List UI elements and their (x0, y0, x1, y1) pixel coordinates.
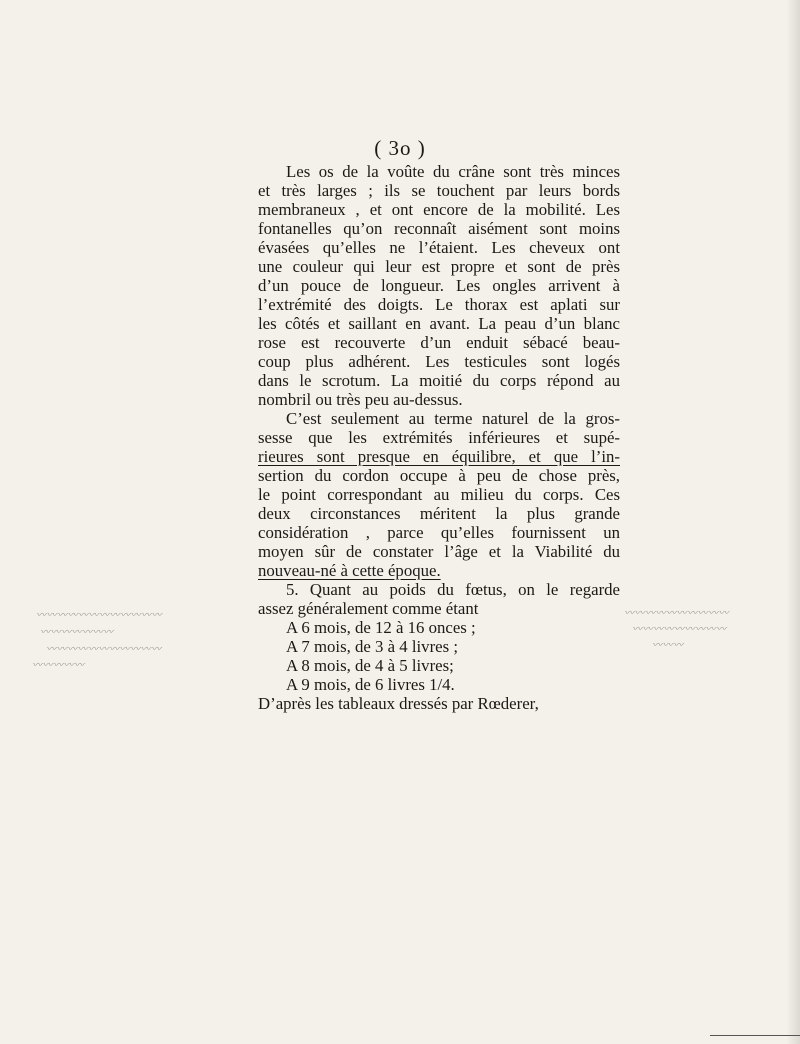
text-line: sesse que les extrémités inférieures et supé- (258, 428, 620, 447)
text-line: coup plus adhérent. Les testicules sont logés (258, 352, 620, 371)
text-line: membraneux , et ont encore de la mobilité. Les (258, 200, 620, 219)
text-line: évasées qu’elles ne l’étaient. Les cheveux ont (258, 238, 620, 257)
list-item: A 6 mois, de 12 à 16 onces ; (286, 618, 476, 637)
weight-list (258, 618, 620, 694)
text-line: nouveau-né à cette époque. (258, 561, 441, 580)
text-line: Les os de la voûte du crâne sont très minces (286, 162, 620, 181)
text-line: fontanelles qu’on reconnaît aisément sont moins (258, 219, 620, 238)
handwritten-note: 〰〰〰〰〰〰〰〰〰 (632, 624, 727, 635)
page-edge-shadow (786, 0, 800, 1044)
text-line: sertion du cordon occupe à peu de chose près, (258, 466, 620, 485)
text-line: C’est seulement au terme naturel de la gros- (286, 409, 620, 428)
text-line: dans le scrotum. La moitié du corps répond au (258, 371, 620, 390)
handwritten-note: 〰〰〰〰〰〰〰 (40, 627, 114, 638)
paragraph-1 (258, 162, 620, 409)
text-line: et très larges ; ils se touchent par leurs bords (258, 181, 620, 200)
text-line: deux circonstances méritent la plus grande (258, 504, 620, 523)
handwritten-note: 〰〰〰〰〰〰〰〰〰〰〰 (46, 644, 162, 655)
page-edge-line (710, 1035, 800, 1036)
paragraph-3 (258, 580, 620, 618)
handwritten-note: 〰〰〰〰〰〰〰〰〰〰 (624, 608, 729, 619)
text-line: rieures sont presque en équilibre, et que l’in- (258, 447, 620, 466)
page-number: ( 3o ) (374, 136, 426, 160)
paragraph-2 (258, 409, 620, 580)
text-line: considération , parce qu’elles fournissent un (258, 523, 620, 542)
list-item: A 8 mois, de 4 à 5 livres; (286, 656, 454, 675)
text-line: d’un pouce de longueur. Les ongles arrivent à (258, 276, 620, 295)
text-line: moyen sûr de constater l’âge et la Viabilité du (258, 542, 620, 561)
list-item: A 7 mois, de 3 à 4 livres ; (286, 637, 458, 656)
handwritten-note: 〰〰〰 (652, 640, 684, 651)
handwritten-note: 〰〰〰〰〰〰〰〰〰〰〰〰 (36, 610, 162, 621)
text-line: nombril ou très peu au-dessus. (258, 390, 463, 409)
body-text (258, 162, 620, 713)
text-line: assez généralement comme étant (258, 599, 479, 618)
text-line: une couleur qui leur est propre et sont de près (258, 257, 620, 276)
closing-line: D’après les tableaux dressés par Rœderer, (258, 694, 539, 713)
text-line: rose est recouverte d’un enduit sébacé beau- (258, 333, 620, 352)
text-line: le point correspondant au milieu du corps. Ces (258, 485, 620, 504)
list-item: A 9 mois, de 6 livres 1/4. (286, 675, 455, 694)
text-line: 5. Quant au poids du fœtus, on le regarde (286, 580, 620, 599)
text-line: les côtés et saillant en avant. La peau d’un blanc (258, 314, 620, 333)
text-line: l’extrémité des doigts. Le thorax est aplati sur (258, 295, 620, 314)
handwritten-note: 〰〰〰〰〰 (32, 660, 85, 671)
